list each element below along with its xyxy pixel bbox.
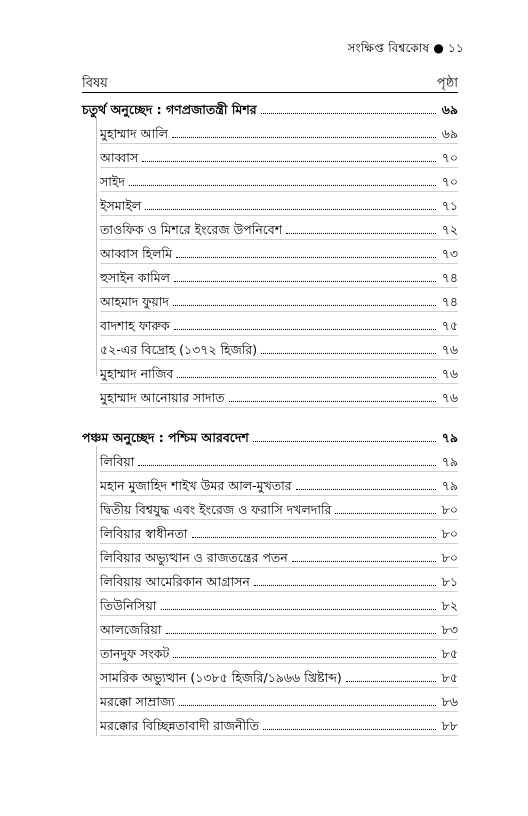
toc-entry xyxy=(100,472,458,494)
entry-label: বাদশাহ ফারুক xyxy=(100,318,170,333)
leader-dots xyxy=(172,137,436,138)
running-header: সংক্ষিপ্ত বিশ্বকোষ ● ১১ xyxy=(347,41,464,55)
toc-entry xyxy=(100,336,458,358)
entry-label: সামরিক অভ্যুত্থান (১৩৮৫ হিজরি/১৯৬৬ খ্রিষ্টাব্দ) xyxy=(100,670,342,685)
entry-label: মহান মুজাহিদ শাইখ উমর আল-মুখতার xyxy=(100,478,292,493)
toc-entry xyxy=(100,568,458,590)
toc-entry xyxy=(100,592,458,614)
chapter-title: চতুর্থ অনুচ্ছেদ : গণপ্রজাতন্ত্রী মিশর xyxy=(82,102,257,117)
entry-page: ৭৪ xyxy=(441,270,458,285)
toc-entry xyxy=(100,496,458,518)
leader-dots xyxy=(174,281,436,282)
entry-page: ৭৯ xyxy=(441,478,458,493)
entry-page: ৮৫ xyxy=(441,670,458,685)
entry-page: ৭৫ xyxy=(441,318,458,333)
toc-entry xyxy=(100,120,458,142)
toc-entry xyxy=(100,312,458,334)
entry-page: ৮০ xyxy=(441,502,458,517)
leader-dots xyxy=(261,113,436,114)
chapter-page: ৭৯ xyxy=(441,430,458,445)
entry-label: আলজেরিয়া xyxy=(100,622,162,637)
entry-label: তানদুফ সংকট xyxy=(100,646,170,661)
entry-page: ৮৫ xyxy=(441,646,458,661)
toc-entry xyxy=(100,640,458,662)
page-column-heading: পৃষ্ঠা xyxy=(436,76,458,91)
toc-entry xyxy=(100,264,458,286)
entry-label: সাইদ xyxy=(100,174,125,189)
toc-entry xyxy=(100,712,458,734)
entry-label: আহমাদ ফুয়াদ xyxy=(100,294,169,309)
leader-dots xyxy=(161,609,436,610)
chapter-2-guide-line xyxy=(96,446,97,736)
entry-page: ৭০ xyxy=(441,150,458,165)
entry-label: ৫২-এর বিদ্রোহ (১৩৭২ হিজরি) xyxy=(100,342,258,357)
leader-dots xyxy=(346,681,436,682)
leader-dots xyxy=(179,705,436,706)
toc-entry xyxy=(100,360,458,382)
leader-dots xyxy=(174,329,436,330)
leader-dots xyxy=(229,401,436,402)
heading-rule xyxy=(82,92,458,93)
toc-entry xyxy=(100,240,458,262)
entry-label: ইসমাইল xyxy=(100,198,142,213)
entry-label: লিবিয়া xyxy=(100,454,135,469)
toc-entry xyxy=(100,384,458,406)
toc-entry xyxy=(100,144,458,166)
leader-dots xyxy=(166,633,436,634)
toc-entry xyxy=(100,216,458,238)
entry-page: ৭৯ xyxy=(441,454,458,469)
toc-entry xyxy=(100,168,458,190)
entry-page: ৮৬ xyxy=(441,694,458,709)
entry-page: ৭৬ xyxy=(441,366,458,381)
entry-page: ৭২ xyxy=(441,222,458,237)
entry-label: দ্বিতীয় বিশ্বযুদ্ধ এবং ইংরেজ ও ফরাসি দখলদারি xyxy=(100,502,332,517)
entry-page: ৭০ xyxy=(441,174,458,189)
entry-label: মরক্কো সাম্রাজ্য xyxy=(100,694,175,709)
leader-dots xyxy=(192,537,436,538)
toc-entry xyxy=(100,688,458,710)
leader-dots xyxy=(129,185,436,186)
chapter-page: ৬৯ xyxy=(441,102,458,117)
entry-label: মুহাম্মাদ আনোয়ার সাদাত xyxy=(100,390,225,405)
entry-label: তাওফিক ও মিশরে ইংরেজ উপনিবেশ xyxy=(100,222,283,237)
leader-dots xyxy=(253,441,436,442)
entry-label: লিবিয়ার অভ্যুত্থান ও রাজতন্ত্রের পতন xyxy=(100,550,288,565)
leader-dots xyxy=(145,209,436,210)
entry-label: মুহাম্মাদ নাজিব xyxy=(100,366,174,381)
chapter-row xyxy=(82,424,458,446)
entry-page: ৮০ xyxy=(441,550,458,565)
entry-page: ৭৪ xyxy=(441,294,458,309)
chapter-title: পঞ্চম অনুচ্ছেদ : পশ্চিম আরবদেশ xyxy=(82,430,249,445)
chapter-row xyxy=(82,96,458,118)
leader-dots xyxy=(335,513,436,514)
entry-label: লিবিয়ায় আমেরিকান আগ্রাসন xyxy=(100,574,250,589)
leader-dots xyxy=(286,233,436,234)
entry-label: হুসাইন কামিল xyxy=(100,270,171,285)
entry-label: লিবিয়ার স্বাধীনতা xyxy=(100,526,188,541)
entry-page: ৮২ xyxy=(441,598,458,613)
entry-page: ৮৮ xyxy=(441,718,458,733)
topic-column-heading: বিষয় xyxy=(82,76,108,91)
leader-dots xyxy=(176,257,436,258)
toc-entry xyxy=(100,288,458,310)
toc-entry xyxy=(100,520,458,542)
toc-entry xyxy=(100,448,458,470)
leader-dots xyxy=(292,561,436,562)
leader-dots xyxy=(173,657,436,658)
leader-dots xyxy=(261,353,436,354)
entry-page: ৭১ xyxy=(441,198,458,213)
entry-label: আব্বাস হিলমি xyxy=(100,246,173,261)
leader-dots xyxy=(142,161,436,162)
toc-entry xyxy=(100,544,458,566)
entry-label: আব্বাস xyxy=(100,150,139,165)
entry-page: ৮১ xyxy=(441,574,458,589)
toc-entry xyxy=(100,616,458,638)
entry-page: ৭৬ xyxy=(441,342,458,357)
entry-page: ৮০ xyxy=(441,526,458,541)
entry-label: তিউনিসিয়া xyxy=(100,598,157,613)
toc-entry xyxy=(100,664,458,686)
entry-page: ৮৩ xyxy=(441,622,458,637)
leader-dots xyxy=(254,585,436,586)
toc-entry xyxy=(100,192,458,214)
entry-page: ৭৩ xyxy=(441,246,458,261)
entry-page: ৬৯ xyxy=(441,126,458,141)
leader-dots xyxy=(177,377,436,378)
leader-dots xyxy=(296,489,436,490)
entry-page: ৭৬ xyxy=(441,390,458,405)
leader-dots xyxy=(138,465,436,466)
leader-dots xyxy=(173,305,436,306)
entry-label: মরক্কোর বিচ্ছিন্নতাবাদী রাজনীতি xyxy=(100,718,259,733)
leader-dots xyxy=(263,729,436,730)
entry-label: মুহাম্মাদ আলি xyxy=(100,126,169,141)
chapter-1-guide-line xyxy=(96,118,97,376)
